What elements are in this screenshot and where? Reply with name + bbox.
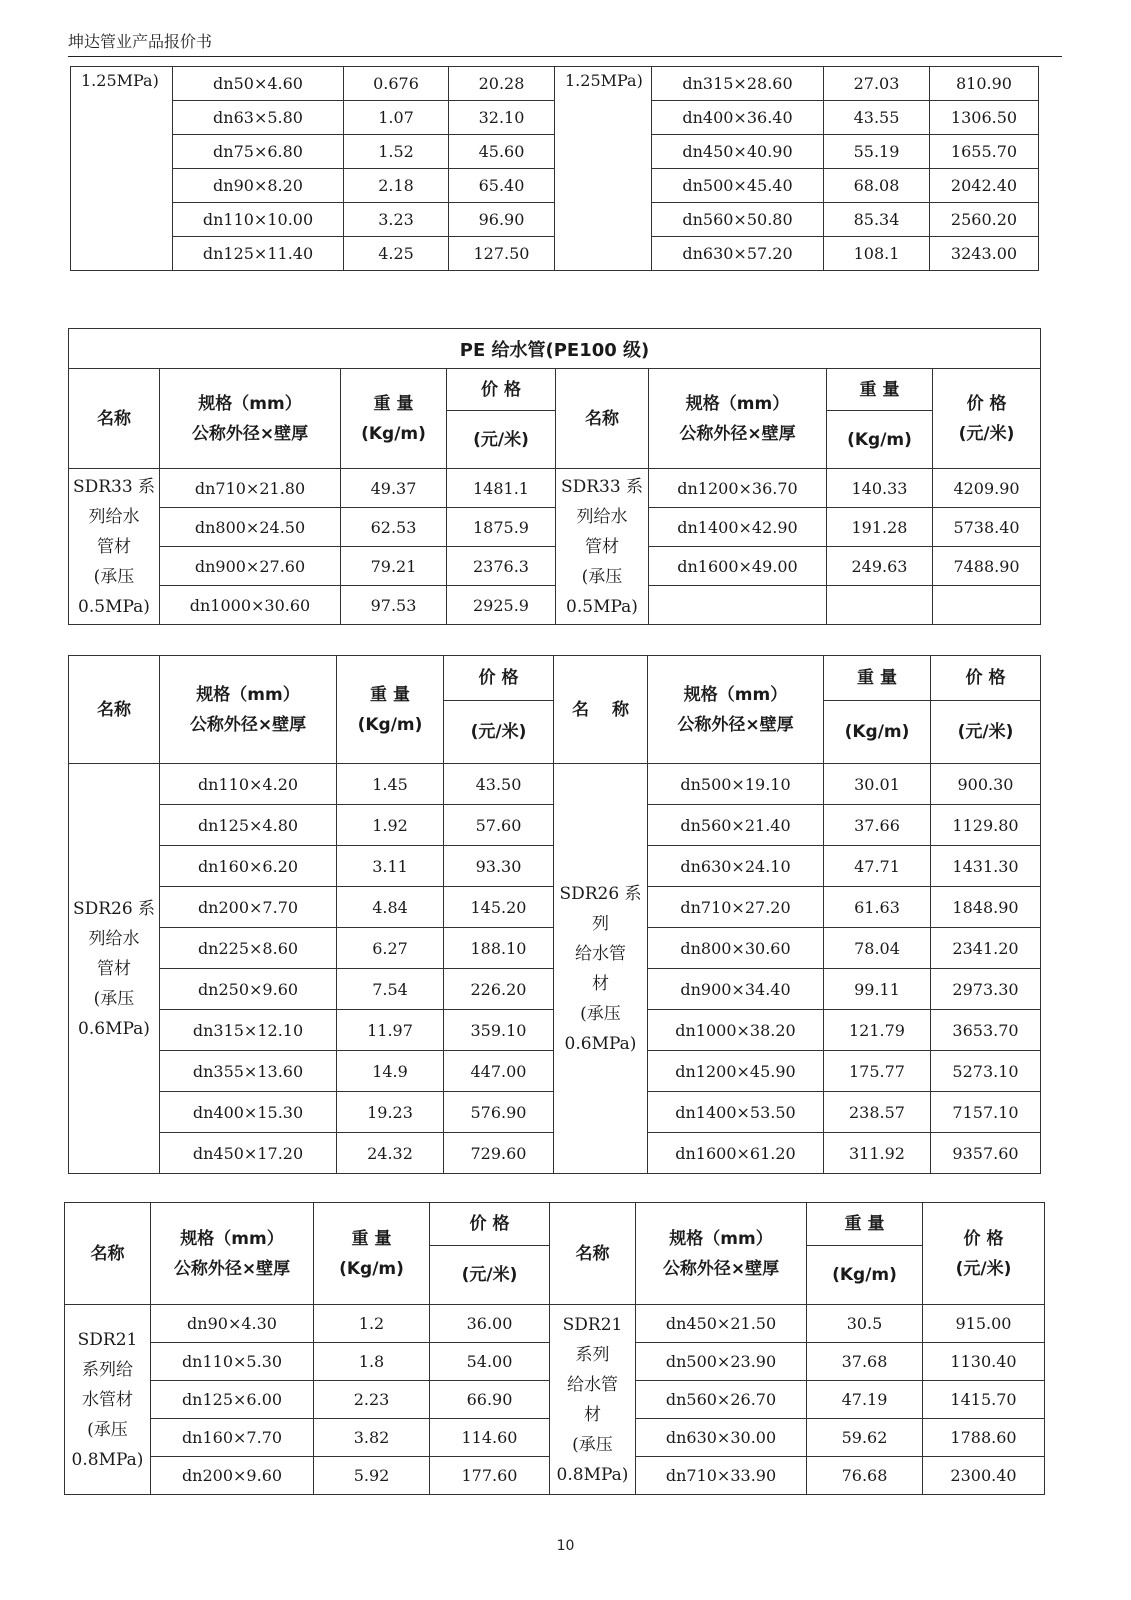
weight-cell: 3.11: [337, 846, 444, 887]
price-cell: 96.90: [449, 203, 555, 237]
weight-cell: 47.19: [807, 1381, 923, 1419]
weight-cell: 30.01: [824, 764, 931, 805]
header-price-right: [933, 369, 1041, 469]
header-weight: [337, 656, 444, 764]
spec-cell: dn1000×38.20: [648, 1010, 824, 1051]
header-name-spaced: 名 称: [554, 656, 648, 764]
weight-cell: 1.2: [314, 1305, 430, 1343]
header-price: 价 格: [447, 369, 556, 411]
header-price-line2: (元/米): [958, 423, 1015, 444]
header-spec: [649, 369, 827, 469]
header-weight-line2: (Kg/m): [357, 714, 423, 735]
price-cell: 66.90: [430, 1381, 550, 1419]
series-name-left: SDR26 系 列给水 管材 (承压 0.6MPa): [69, 764, 160, 1174]
price-cell: 188.10: [444, 928, 554, 969]
series-name-left: SDR33 系 列给水 管材 (承压 0.5MPa): [69, 469, 160, 625]
spec-cell: dn110×5.30: [151, 1343, 314, 1381]
spec-cell: dn1200×45.90: [648, 1051, 824, 1092]
weight-cell: 76.68: [807, 1457, 923, 1495]
price-cell: 1431.30: [931, 846, 1041, 887]
header-spec-line2: 公称外径×壁厚: [189, 714, 307, 735]
price-cell: 36.00: [430, 1305, 550, 1343]
weight-cell: 140.33: [827, 469, 933, 508]
spec-cell: dn1600×61.20: [648, 1133, 824, 1174]
header-spec-line2: 公称外径×壁厚: [191, 423, 309, 444]
price-cell: 810.90: [930, 67, 1039, 101]
header-spec-line2: 公称外径×壁厚: [662, 1258, 780, 1279]
weight-cell: 55.19: [824, 135, 930, 169]
price-cell: 2973.30: [931, 969, 1041, 1010]
weight-cell: 30.5: [807, 1305, 923, 1343]
weight-cell: 79.21: [341, 547, 447, 586]
spec-cell: dn225×8.60: [160, 928, 337, 969]
table0-body: [71, 67, 1039, 271]
header-name: 名称: [556, 369, 649, 469]
series-name-right: SDR26 系 列 给水管 材 (承压 0.6MPa): [554, 764, 648, 1174]
header-weight: [314, 1203, 430, 1305]
price-cell: 2560.20: [930, 203, 1039, 237]
weight-cell: 97.53: [341, 586, 447, 625]
weight-cell: [827, 586, 933, 625]
price-cell: 127.50: [449, 237, 555, 271]
price-cell: 7488.90: [933, 547, 1041, 586]
spec-cell: dn400×15.30: [160, 1092, 337, 1133]
spec-cell: dn250×9.60: [160, 969, 337, 1010]
spec-cell: dn63×5.80: [173, 101, 344, 135]
spec-cell: dn90×4.30: [151, 1305, 314, 1343]
weight-cell: 6.27: [337, 928, 444, 969]
spec-cell: dn110×4.20: [160, 764, 337, 805]
price-cell: 5273.10: [931, 1051, 1041, 1092]
price-table-sdr33: [68, 328, 1041, 625]
price-cell: 93.30: [444, 846, 554, 887]
weight-cell: 249.63: [827, 547, 933, 586]
weight-cell: 121.79: [824, 1010, 931, 1051]
table-title: PE 给水管(PE100 级): [69, 329, 1041, 369]
header-spec-line2: 公称外径×壁厚: [677, 714, 794, 735]
spec-cell: dn355×13.60: [160, 1051, 337, 1092]
header-weight-line2: (Kg/m): [361, 423, 426, 444]
series-name-left: 1.25MPa): [71, 67, 173, 271]
spec-cell: dn315×28.60: [652, 67, 824, 101]
price-cell: 1655.70: [930, 135, 1039, 169]
weight-cell: 0.676: [344, 67, 449, 101]
spec-cell: dn560×26.70: [636, 1381, 807, 1419]
spec-cell: dn160×6.20: [160, 846, 337, 887]
price-cell: 1130.40: [923, 1343, 1045, 1381]
header-weight-unit: (Kg/m): [824, 701, 931, 764]
spec-cell: dn900×27.60: [160, 547, 341, 586]
price-cell: 5738.40: [933, 508, 1041, 547]
price-cell: 900.30: [931, 764, 1041, 805]
weight-cell: 43.55: [824, 101, 930, 135]
header-weight: [341, 369, 447, 469]
spec-cell: dn1600×49.00: [649, 547, 827, 586]
weight-cell: 3.82: [314, 1419, 430, 1457]
spec-cell: dn50×4.60: [173, 67, 344, 101]
weight-cell: 2.23: [314, 1381, 430, 1419]
header-spec-line1: 规格（mm）: [685, 393, 790, 414]
price-cell: 57.60: [444, 805, 554, 846]
spec-cell: dn160×7.70: [151, 1419, 314, 1457]
spec-cell: dn500×19.10: [648, 764, 824, 805]
header-spec-line1: 规格（mm）: [683, 684, 788, 705]
table3-head: [65, 1203, 1045, 1305]
header-spec: [648, 656, 824, 764]
spec-cell: dn900×34.40: [648, 969, 824, 1010]
header-spec: [636, 1203, 807, 1305]
spec-cell: dn200×9.60: [151, 1457, 314, 1495]
price-cell: 729.60: [444, 1133, 554, 1174]
price-cell: 359.10: [444, 1010, 554, 1051]
weight-cell: 4.84: [337, 887, 444, 928]
header-spec: [160, 656, 337, 764]
header-price-unit: (元/米): [931, 701, 1041, 764]
weight-cell: 7.54: [337, 969, 444, 1010]
header-spec: [160, 369, 341, 469]
weight-cell: 1.45: [337, 764, 444, 805]
spec-cell: dn200×7.70: [160, 887, 337, 928]
spec-cell: dn125×6.00: [151, 1381, 314, 1419]
header-spec-line1: 规格（mm）: [198, 393, 302, 414]
header-spec-line2: 公称外径×壁厚: [173, 1258, 291, 1279]
spec-cell: dn125×4.80: [160, 805, 337, 846]
weight-cell: 1.8: [314, 1343, 430, 1381]
header-weight-line2: (Kg/m): [339, 1258, 404, 1279]
weight-cell: 61.63: [824, 887, 931, 928]
price-cell: 114.60: [430, 1419, 550, 1457]
page-number: 10: [556, 1538, 575, 1554]
header-spec: [151, 1203, 314, 1305]
price-cell: 2376.3: [447, 547, 556, 586]
header-price-line1: 价 格: [966, 393, 1007, 414]
header-price-unit: (元/米): [447, 411, 556, 469]
header-weight: 重 量: [827, 369, 933, 411]
header-weight: 重 量: [824, 656, 931, 701]
spec-cell: dn500×23.90: [636, 1343, 807, 1381]
weight-cell: 5.92: [314, 1457, 430, 1495]
price-cell: 226.20: [444, 969, 554, 1010]
spec-cell: dn560×50.80: [652, 203, 824, 237]
weight-cell: 27.03: [824, 67, 930, 101]
header-spec-line1: 规格（mm）: [196, 684, 300, 705]
spec-cell: dn630×57.20: [652, 237, 824, 271]
spec-cell: dn1400×42.90: [649, 508, 827, 547]
price-cell: 576.90: [444, 1092, 554, 1133]
spec-cell: dn450×40.90: [652, 135, 824, 169]
price-cell: 2300.40: [923, 1457, 1045, 1495]
spec-cell: dn630×24.10: [648, 846, 824, 887]
weight-cell: 24.32: [337, 1133, 444, 1174]
price-cell: 9357.60: [931, 1133, 1041, 1174]
spec-cell: dn800×30.60: [648, 928, 824, 969]
weight-cell: 108.1: [824, 237, 930, 271]
header-spec-line1: 规格（mm）: [669, 1228, 773, 1249]
spec-cell: dn1400×53.50: [648, 1092, 824, 1133]
header-weight-line1: 重 量: [351, 1228, 392, 1249]
price-cell: 1788.60: [923, 1419, 1045, 1457]
header-price-unit: (元/米): [444, 701, 554, 764]
spec-cell: dn800×24.50: [160, 508, 341, 547]
header-price: 价 格: [444, 656, 554, 701]
price-cell: 145.20: [444, 887, 554, 928]
spec-cell: dn110×10.00: [173, 203, 344, 237]
table1-body: [69, 469, 1041, 625]
price-cell: 177.60: [430, 1457, 550, 1495]
price-table-sdr21: [64, 1202, 1045, 1495]
header-weight-line1: 重 量: [373, 393, 414, 414]
price-cell: [933, 586, 1041, 625]
price-cell: 65.40: [449, 169, 555, 203]
price-cell: 2925.9: [447, 586, 556, 625]
weight-cell: 37.66: [824, 805, 931, 846]
spec-cell: dn400×36.40: [652, 101, 824, 135]
header-price-line1: 价 格: [963, 1228, 1004, 1249]
header-spec-line2: 公称外径×壁厚: [679, 423, 796, 444]
header-price-line2: (元/米): [955, 1258, 1012, 1279]
price-cell: 1306.50: [930, 101, 1039, 135]
header-price: 价 格: [931, 656, 1041, 701]
weight-cell: 4.25: [344, 237, 449, 271]
weight-cell: 37.68: [807, 1343, 923, 1381]
table2-body: [69, 764, 1041, 1174]
price-cell: 1129.80: [931, 805, 1041, 846]
weight-cell: 68.08: [824, 169, 930, 203]
price-cell: 915.00: [923, 1305, 1045, 1343]
price-table-sdr26: [68, 655, 1041, 1174]
price-cell: 4209.90: [933, 469, 1041, 508]
spec-cell: dn315×12.10: [160, 1010, 337, 1051]
spec-cell: dn500×45.40: [652, 169, 824, 203]
price-cell: 2042.40: [930, 169, 1039, 203]
weight-cell: 11.97: [337, 1010, 444, 1051]
spec-cell: [649, 586, 827, 625]
spec-cell: dn450×17.20: [160, 1133, 337, 1174]
weight-cell: 47.71: [824, 846, 931, 887]
price-cell: 447.00: [444, 1051, 554, 1092]
price-cell: 7157.10: [931, 1092, 1041, 1133]
spec-cell: dn1200×36.70: [649, 469, 827, 508]
price-cell: 45.60: [449, 135, 555, 169]
header-price-right: [923, 1203, 1045, 1305]
weight-cell: 62.53: [341, 508, 447, 547]
page-header: 坤达管业产品报价书: [68, 30, 1062, 57]
series-name-right: SDR21 系列 给水管 材 (承压 0.8MPa): [550, 1305, 636, 1495]
header-name: 名称: [69, 656, 160, 764]
header-spec-line1: 规格（mm）: [180, 1228, 284, 1249]
series-name-right: 1.25MPa): [555, 67, 652, 271]
spec-cell: dn630×30.00: [636, 1419, 807, 1457]
header-name: 名称: [550, 1203, 636, 1305]
price-cell: 1848.90: [931, 887, 1041, 928]
weight-cell: 19.23: [337, 1092, 444, 1133]
header-name: 名称: [69, 369, 160, 469]
spec-cell: dn710×21.80: [160, 469, 341, 508]
series-name-right: SDR33 系 列给水 管材 (承压 0.5MPa): [556, 469, 649, 625]
header-weight-unit: (Kg/m): [827, 411, 933, 469]
spec-cell: dn125×11.40: [173, 237, 344, 271]
weight-cell: 191.28: [827, 508, 933, 547]
table2-head: [69, 656, 1041, 764]
price-table-continuation: [70, 66, 1039, 271]
spec-cell: dn90×8.20: [173, 169, 344, 203]
weight-cell: 59.62: [807, 1419, 923, 1457]
weight-cell: 1.07: [344, 101, 449, 135]
price-cell: 2341.20: [931, 928, 1041, 969]
table3-body: [65, 1305, 1045, 1495]
price-cell: 1415.70: [923, 1381, 1045, 1419]
weight-cell: 1.92: [337, 805, 444, 846]
spec-cell: dn710×33.90: [636, 1457, 807, 1495]
spec-cell: dn710×27.20: [648, 887, 824, 928]
price-cell: 54.00: [430, 1343, 550, 1381]
price-cell: 1875.9: [447, 508, 556, 547]
price-cell: 3653.70: [931, 1010, 1041, 1051]
weight-cell: 49.37: [341, 469, 447, 508]
spec-cell: dn560×21.40: [648, 805, 824, 846]
weight-cell: 99.11: [824, 969, 931, 1010]
weight-cell: 311.92: [824, 1133, 931, 1174]
weight-cell: 238.57: [824, 1092, 931, 1133]
header-weight-unit: (Kg/m): [807, 1246, 923, 1305]
weight-cell: 78.04: [824, 928, 931, 969]
header-price-unit: (元/米): [430, 1246, 550, 1305]
price-cell: 43.50: [444, 764, 554, 805]
spec-cell: dn1000×30.60: [160, 586, 341, 625]
weight-cell: 14.9: [337, 1051, 444, 1092]
header-name: 名称: [65, 1203, 151, 1305]
weight-cell: 3.23: [344, 203, 449, 237]
header-weight-line1: 重 量: [370, 684, 410, 705]
header-price: 价 格: [430, 1203, 550, 1246]
price-cell: 20.28: [449, 67, 555, 101]
spec-cell: dn450×21.50: [636, 1305, 807, 1343]
header-weight: 重 量: [807, 1203, 923, 1246]
series-name-left: SDR21 系列给 水管材 (承压 0.8MPa): [65, 1305, 151, 1495]
price-cell: 3243.00: [930, 237, 1039, 271]
spec-cell: dn75×6.80: [173, 135, 344, 169]
weight-cell: 85.34: [824, 203, 930, 237]
weight-cell: 175.77: [824, 1051, 931, 1092]
price-cell: 1481.1: [447, 469, 556, 508]
weight-cell: 2.18: [344, 169, 449, 203]
table1-head: [69, 329, 1041, 469]
weight-cell: 1.52: [344, 135, 449, 169]
price-cell: 32.10: [449, 101, 555, 135]
